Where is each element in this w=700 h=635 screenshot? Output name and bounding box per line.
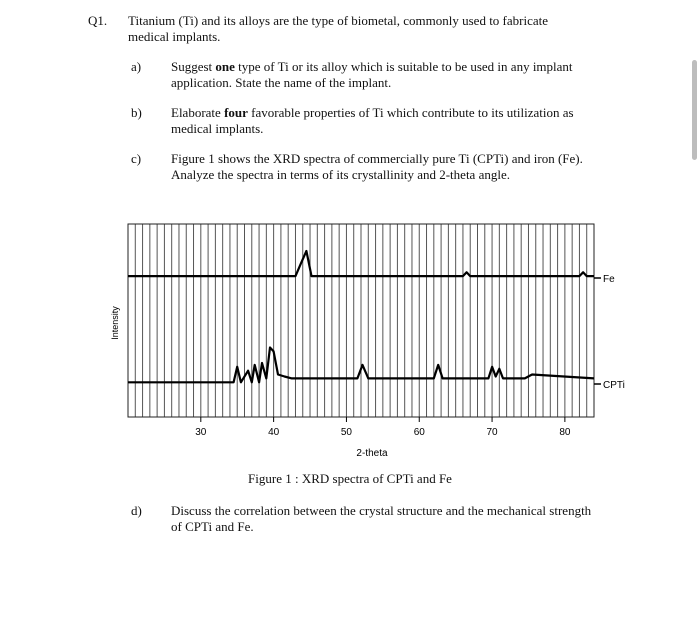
part-c-line1: Figure 1 shows the XRD spectra of commercially pure Ti (CPTi) and iron (Fe). xyxy=(171,151,583,166)
x-tick-label: 80 xyxy=(559,427,571,438)
legend-label-cpti: CPTi xyxy=(603,380,625,391)
question-intro-line1: Titanium (Ti) and its alloys are the type of biometal, commonly used to fabricate xyxy=(128,13,549,28)
part-a-line1-bold: one xyxy=(215,59,235,74)
vertical-scrollbar[interactable] xyxy=(692,60,697,160)
figure-caption: Figure 1 : XRD spectra of CPTi and Fe xyxy=(248,471,452,486)
part-c-label: c) xyxy=(131,151,142,166)
x-axis-ticks xyxy=(195,417,571,438)
part-c-line2: Analyze the spectra in terms of its crystallinity and 2-theta angle. xyxy=(171,167,510,182)
question-number: Q1. xyxy=(88,13,108,28)
part-b-line2: medical implants. xyxy=(171,121,264,136)
x-tick-label: 30 xyxy=(195,427,207,438)
part-b-line1-before: Elaborate xyxy=(171,105,225,120)
x-tick-label: 60 xyxy=(413,427,425,438)
x-axis-label: 2-theta xyxy=(356,448,388,459)
question-intro-line2: medical implants. xyxy=(128,29,221,44)
legend-label-fe: Fe xyxy=(603,274,615,285)
x-tick-label: 40 xyxy=(268,427,280,438)
part-b-label: b) xyxy=(131,105,142,120)
part-d-line2: of CPTi and Fe. xyxy=(171,519,254,534)
chart-grid xyxy=(135,224,586,417)
part-a-line1-after: type of Ti or its alloy which is suitable to be used in any implant xyxy=(234,59,573,74)
part-b-line1-bold: four xyxy=(224,105,248,120)
part-d-line1: Discuss the correlation between the crystal structure and the mechanical strength xyxy=(171,503,592,518)
part-a-label: a) xyxy=(131,59,142,74)
part-a-line2: application. State the name of the implant. xyxy=(171,75,392,90)
part-b-line1-after: favorable properties of Ti which contribute to its utilization as xyxy=(247,105,574,120)
y-axis-label: Intensity xyxy=(110,306,120,340)
part-a-line1-before: Suggest xyxy=(171,59,216,74)
x-tick-label: 70 xyxy=(486,427,498,438)
part-d-label: d) xyxy=(131,503,142,518)
x-tick-label: 50 xyxy=(340,427,352,438)
part-d-text xyxy=(171,503,616,535)
